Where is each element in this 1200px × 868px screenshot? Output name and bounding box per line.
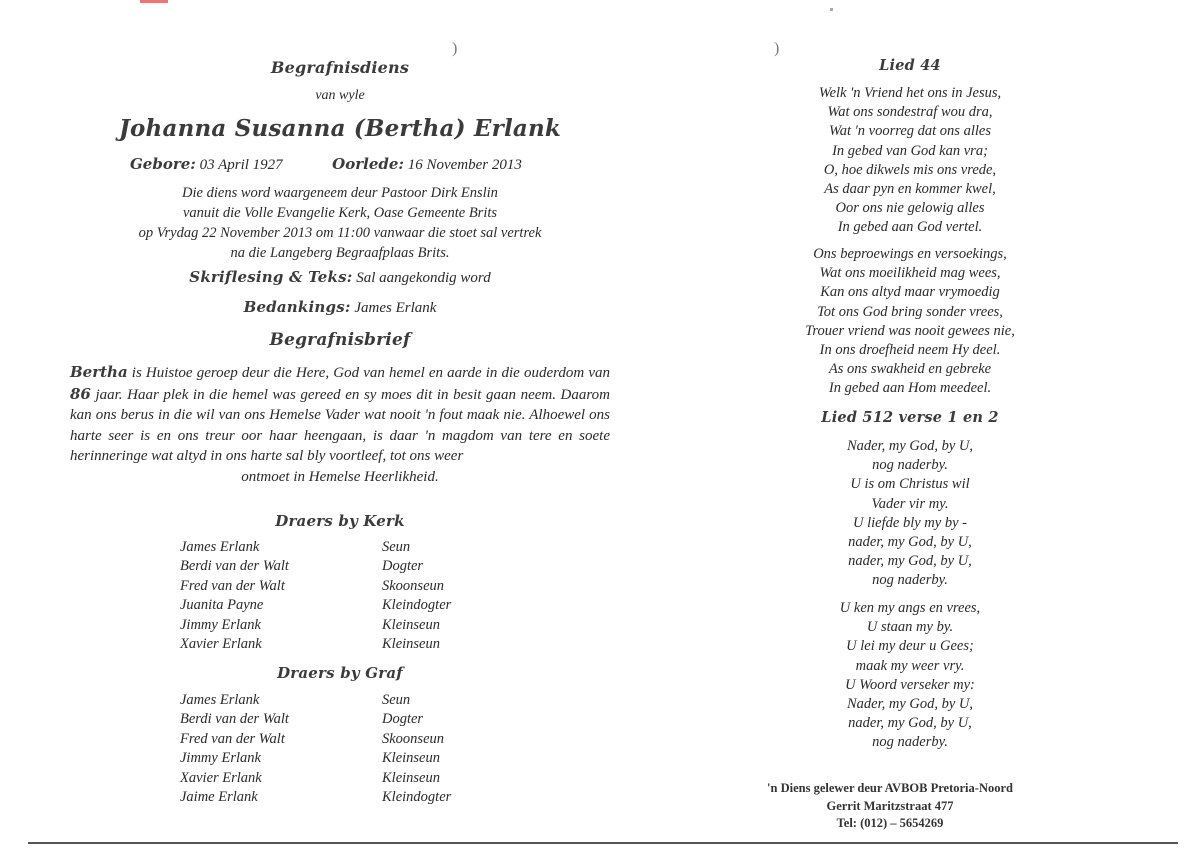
scan-mark — [140, 0, 168, 3]
bearer-relation: Dogter — [382, 711, 424, 728]
hymn-title: Lied 44 — [879, 57, 941, 74]
verse-line: nader, my God, by U, — [848, 553, 972, 570]
bearer-row — [180, 636, 500, 655]
bearer-relation: Kleinseun — [382, 635, 440, 652]
dates-line — [130, 155, 522, 174]
bearers-church-title: Draers by Kerk — [275, 512, 405, 530]
born-date: 03 April 1927 — [199, 157, 283, 173]
bearer-row — [180, 750, 500, 769]
bearer-relation: Dogter — [382, 558, 424, 575]
footer-line: 'n Diens gelewer deur AVBOB Pretoria-Noord — [767, 781, 1013, 795]
verse-line: Wat ons moeilikheid mag wees, — [819, 265, 1001, 282]
letter-name: Bertha — [70, 363, 128, 381]
verse-line: U liefde bly my by - — [853, 514, 967, 531]
bearer-row — [180, 731, 500, 750]
bearer-name: James Erlank — [180, 539, 260, 555]
verse-line: In gebed aan Hom meedeel. — [828, 380, 992, 397]
letter-last-line: ontmoet in Hemelse Heerlikheid. — [241, 468, 439, 485]
verse-line: Trouer vriend was nooit gewees nie, — [805, 322, 1015, 339]
hymn-verse — [760, 437, 1060, 591]
letter-text: jaar. Haar plek in die hemel was gereed en sy moes dit in besit gaan neem. Daarom kan ons berus in die wil van ons Hemelse Vader wat nooit 'n fout maak nie. Alhoewel ons harte seer is en ons treur oor haar heengaan, is daar 'n magdom van tere en soete herinneringe wat altyd in ons harte sal bly voortleef, tot ons weer — [70, 386, 610, 464]
service-line: na die Langeberg Begraafplaas Brits. — [230, 245, 450, 261]
verse-line: Welk 'n Vriend het ons in Jesus, — [818, 85, 1002, 101]
died-date: 16 November 2013 — [407, 157, 522, 173]
letter-title: Begrafnisbrief — [269, 330, 411, 350]
service-details — [60, 183, 620, 263]
bearer-row — [180, 770, 500, 789]
born-label: Gebore: — [130, 155, 196, 173]
footer-line: Gerrit Maritzstraat 477 — [826, 798, 954, 813]
hymn-verse — [760, 599, 1060, 753]
bearer-row — [180, 692, 500, 711]
bearer-row — [180, 789, 500, 808]
bearer-relation: Kleindogter — [382, 788, 452, 805]
service-title: Begrafnisdiens — [270, 58, 410, 77]
died-label: Oorlede: — [332, 155, 404, 173]
verse-line: maak my weer vry. — [855, 657, 965, 674]
bearer-name: Fred van der Walt — [180, 730, 285, 747]
verse-line: In ons droefheid neem Hy deel. — [819, 342, 1001, 359]
verse-line: Kan ons altyd maar vrymoedig — [820, 284, 1000, 301]
funeral-service-footer — [740, 780, 1040, 833]
verse-line: Oor ons nie gelowig alles — [835, 200, 985, 217]
scripture-value: Sal aangekondig word — [356, 270, 491, 286]
thanks-value: James Erlank — [354, 300, 437, 316]
verse-line: nader, my God, by U, — [848, 534, 972, 551]
thanks-label: Bedankings: — [243, 298, 351, 316]
bearers-church-list — [180, 539, 500, 655]
hymn-verse — [760, 84, 1060, 238]
service-line: op Vrydag 22 November 2013 om 11:00 vanwaar die stoet sal vertrek — [138, 225, 542, 241]
service-subtitle: van wyle — [315, 88, 365, 103]
verse-line: nog naderby. — [872, 734, 948, 751]
bearer-relation: Skoonseun — [382, 730, 445, 747]
thanks-line — [60, 298, 620, 317]
bearer-name: Berdi van der Walt — [180, 558, 289, 575]
bearer-name: Xavier Erlank — [180, 769, 262, 786]
verse-line: In gebed aan God vertel. — [837, 219, 983, 236]
verse-line: O, hoe dikwels mis ons vrede, — [823, 161, 997, 178]
verse-line: As daar pyn en kommer kwel, — [824, 181, 996, 198]
bearer-name: James Erlank — [180, 692, 260, 708]
verse-line: U staan my by. — [866, 619, 954, 636]
verse-line: Vader vir my. — [871, 495, 949, 512]
bearer-relation: Skoonseun — [382, 577, 445, 594]
bearer-row — [180, 617, 500, 636]
verse-line: Wat ons sondestraf wou dra, — [827, 104, 993, 121]
verse-line: Ons beproewings en versoekings, — [813, 246, 1007, 262]
bearer-row — [180, 711, 500, 730]
bearers-grave-title: Draers by Graf — [277, 664, 403, 682]
bearer-name: Juanita Payne — [180, 597, 264, 614]
bearer-name: Xavier Erlank — [180, 635, 262, 652]
funeral-letter — [70, 362, 610, 487]
bearers-grave-list — [180, 692, 500, 808]
bearer-name: Fred van der Walt — [180, 577, 285, 594]
bearer-row — [180, 558, 500, 577]
bearer-row — [180, 597, 500, 616]
footer-line: Tel: (012) – 5654269 — [836, 816, 944, 830]
scan-speck — [830, 8, 833, 11]
letter-text: is Huistoe geroep deur die Here, God van hemel en aarde in die ouderdom van — [127, 365, 610, 381]
verse-line: nader, my God, by U, — [848, 715, 972, 732]
verse-line: As ons swakheid en gebreke — [828, 361, 992, 378]
verse-line: Nader, my God, by U, — [846, 438, 974, 454]
bearer-relation: Kleinseun — [382, 750, 440, 767]
bearer-name: Berdi van der Walt — [180, 711, 289, 728]
bearer-row — [180, 578, 500, 597]
hymn-title: Lied 512 verse 1 en 2 — [821, 409, 999, 426]
hymn-verse — [760, 245, 1060, 399]
bearer-row — [180, 539, 500, 558]
bearer-relation: Kleinseun — [382, 616, 440, 633]
bearer-relation: Kleinseun — [382, 769, 440, 786]
verse-line: Tot ons God bring sonder vrees, — [817, 303, 1003, 320]
verse-line: Wat 'n voorreg dat ons alles — [829, 123, 991, 140]
scan-bracket-mark: ) — [774, 40, 780, 57]
verse-line: In gebed van God kan vra; — [832, 142, 988, 159]
bottom-rule — [28, 842, 1178, 844]
verse-line: U ken my angs en vrees, — [839, 600, 981, 616]
bearer-name: Jaime Erlank — [180, 788, 258, 805]
scripture-label: Skriflesing & Teks: — [189, 268, 353, 286]
verse-line: nog naderby. — [872, 572, 948, 589]
verse-line: nog naderby. — [872, 457, 948, 474]
verse-line: U is om Christus wil — [850, 476, 970, 493]
verse-line: Nader, my God, by U, — [846, 696, 974, 713]
letter-age: 86 — [70, 384, 91, 403]
scripture-line — [60, 268, 620, 287]
bearer-relation: Seun — [382, 539, 411, 555]
bearer-relation: Seun — [382, 692, 411, 708]
verse-line: U Woord verseker my: — [845, 676, 975, 693]
bearer-name: Jimmy Erlank — [180, 750, 261, 767]
service-line: Die diens word waargeneem deur Pastoor Dirk Enslin — [182, 185, 498, 201]
scan-bracket-mark: ) — [452, 40, 458, 57]
bearer-name: Jimmy Erlank — [180, 616, 261, 633]
service-line: vanuit die Volle Evangelie Kerk, Oase Gemeente Brits — [182, 205, 498, 221]
deceased-name: Johanna Susanna (Bertha) Erlank — [118, 115, 562, 142]
verse-line: U lei my deur u Gees; — [846, 638, 974, 655]
bearer-relation: Kleindogter — [382, 597, 452, 614]
